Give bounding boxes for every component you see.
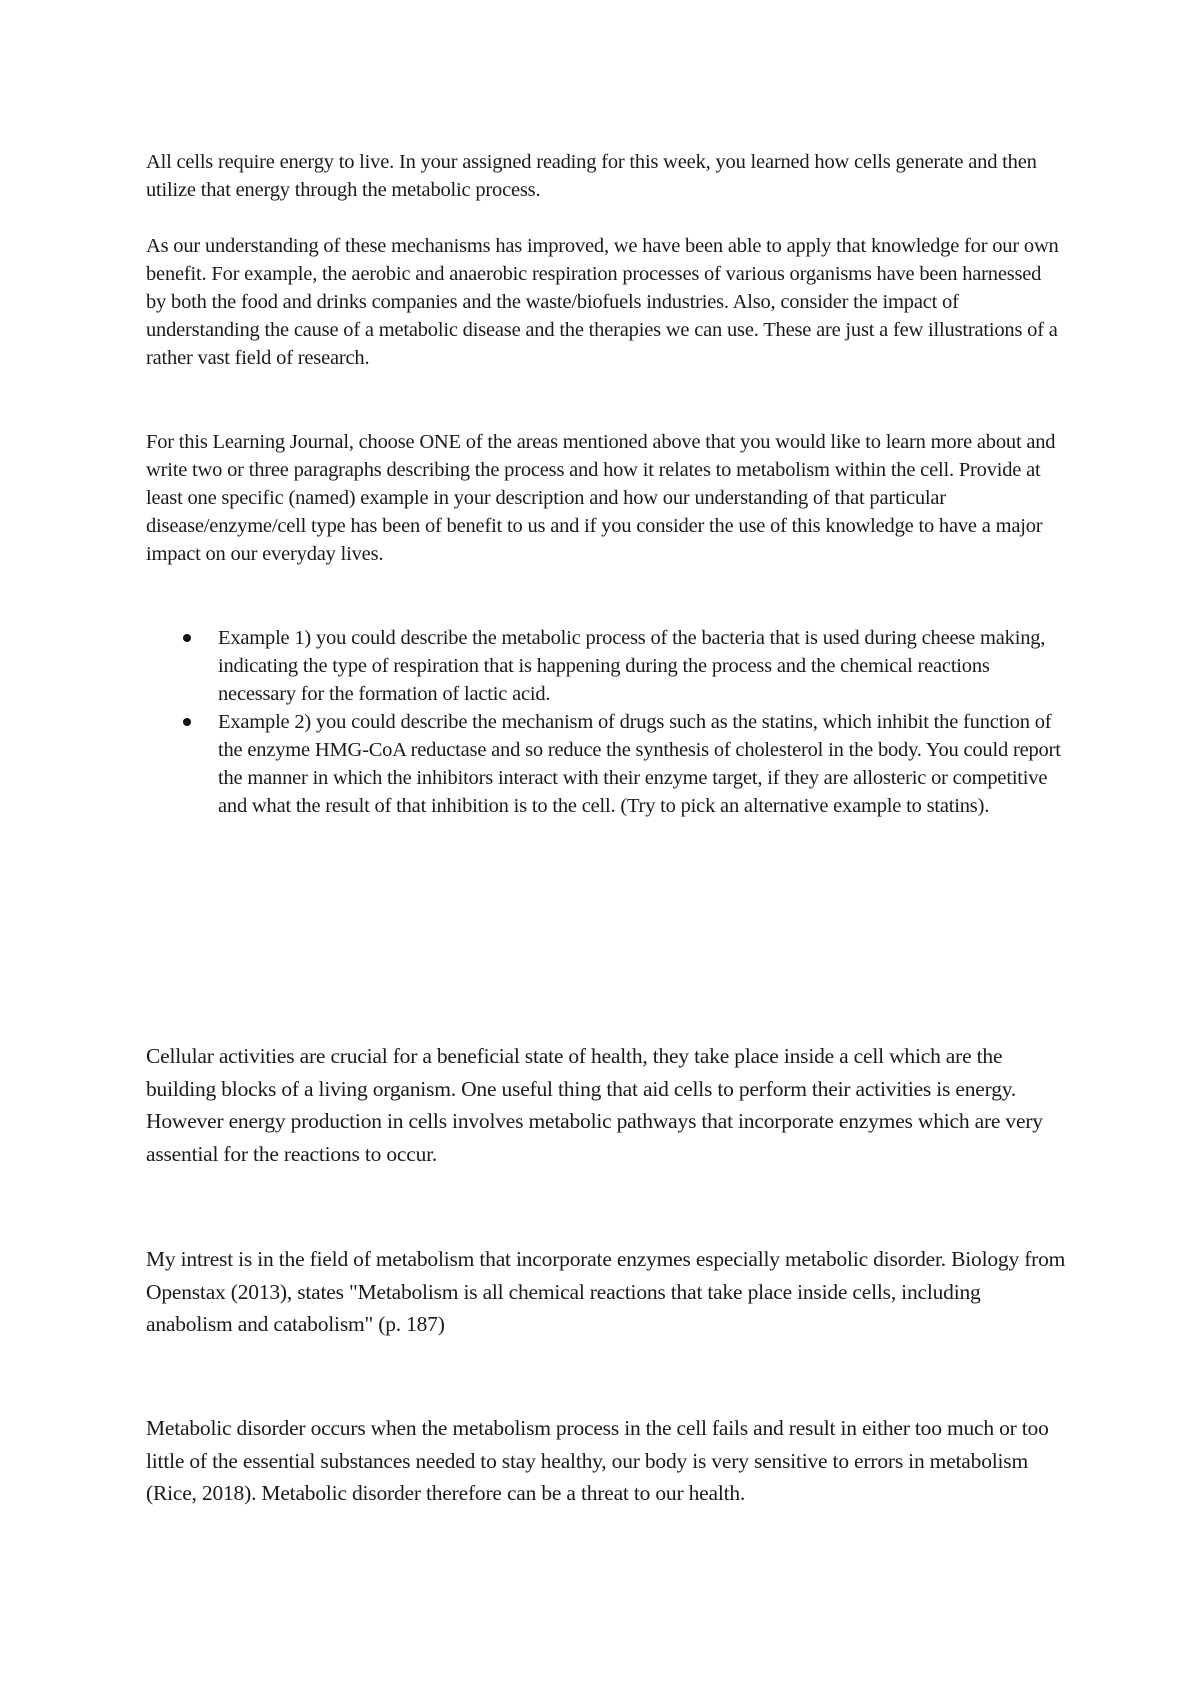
list-item (146, 708, 1066, 820)
answer-paragraph-2: My intrest is in the field of metabolism that incorporate enzymes especially metabolic disorder. Biology from Openstax (2013), states "Metabolism is all chemical reactions that take place inside cells, including anabolism and catabolism" (p. 187) (146, 1247, 1066, 1336)
answer-paragraph-1: Cellular activities are crucial for a beneficial state of health, they take place inside a cell which are the building blocks of a living organism. One useful thing that aid cells to perform their activities is energy. However energy production in cells involves metabolic pathways that incorporate enzymes which are very assential for the reactions to occur. (146, 1044, 1043, 1166)
list-item-text: Example 1) you could describe the metabolic process of the bacteria that is used during cheese making, indicating the type of respiration that is happening during the process and the chemical reactions necessary for the formation of lactic acid. (218, 627, 1046, 705)
example-list (146, 624, 1066, 820)
prompt-paragraph-3: For this Learning Journal, choose ONE of the areas mentioned above that you would like to learn more about and write two or three paragraphs describing the process and how it relates to metabolism within the cell. Provide at least one specific (named) example in your description and how our understanding of that particular disease/enzyme/cell type has been of benefit to us and if you consider the use of this knowledge to have a major impact on our everyday lives. (146, 431, 1056, 565)
bullet-icon (183, 634, 191, 642)
prompt-paragraph-1: All cells require energy to live. In your assigned reading for this week, you learned how cells generate and then utilize that energy through the metabolic process. (146, 151, 1037, 201)
list-item (146, 624, 1066, 708)
prompt-paragraph-2: As our understanding of these mechanisms has improved, we have been able to apply that knowledge for our own benefit. For example, the aerobic and anaerobic respiration processes of various organisms have been harnessed by both the food and drinks companies and the waste/biofuels industries. Also, consider the impact of understanding the cause of a metabolic disease and the therapies we can use. These are just a few illustrations of a rather vast field of research. (146, 235, 1059, 369)
list-item-text: Example 2) you could describe the mechanism of drugs such as the statins, which inhibit the function of the enzyme HMG-CoA reductase and so reduce the synthesis of cholesterol in the body. You could report the manner in which the inhibitors interact with their enzyme target, if they are allosteric or competitive and what the result of that inhibition is to the cell. (Try to pick an alternative example to statins). (218, 711, 1061, 817)
bullet-icon (183, 718, 191, 726)
answer-paragraph-3: Metabolic disorder occurs when the metabolism process in the cell fails and result in either too much or too little of the essential substances needed to stay healthy, our body is very sensitive to errors in metabolism (Rice, 2018). Metabolic disorder therefore can be a threat to our health. (146, 1416, 1049, 1505)
